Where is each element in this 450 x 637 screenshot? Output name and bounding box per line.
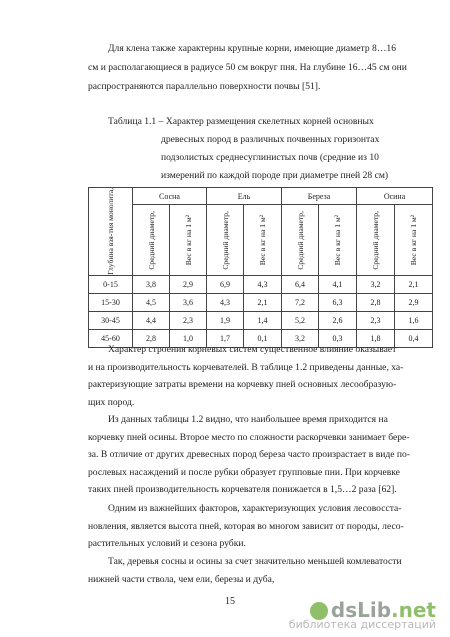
value-cell: 3,6 xyxy=(170,293,207,311)
value-cell: 2,6 xyxy=(319,311,357,329)
paragraph-line: корчевку пней осины. Второе место по сложности раскорчевки занимает бере- xyxy=(88,431,410,443)
intro-line-3: распространяются параллельно поверхности почвы [51]. xyxy=(88,81,321,92)
value-cell: 4,1 xyxy=(319,275,357,293)
value-cell: 6,9 xyxy=(207,275,244,293)
depth-header: Глубина взя-тия монолита, xyxy=(106,188,115,275)
caption-line-1: Таблица 1.1 – Характер размещения скелетных корней основных xyxy=(108,116,374,127)
value-cell: 6,4 xyxy=(282,275,319,293)
value-cell: 6,3 xyxy=(319,293,357,311)
paragraph-line: Характер строения корневых систем существенное влияние оказывает xyxy=(108,344,397,355)
table-subheader-row xyxy=(89,205,433,276)
species-header: Ель xyxy=(207,188,282,205)
watermark-subtitle: библиотека диссертаций xyxy=(288,618,436,631)
logo-main: dsLib xyxy=(330,598,392,622)
value-cell: 4,5 xyxy=(133,293,170,311)
diameter-header-label: Средний диаметр, xyxy=(146,210,156,270)
species-header: Осина xyxy=(357,188,433,205)
paragraph-line: рактеризующие затраты времени на корчевку пней основных лесообразую- xyxy=(88,379,397,391)
value-cell: 0,4 xyxy=(395,329,433,347)
paragraph-line: новления, является высота пней, которая во многом зависит от породы, лесо- xyxy=(88,520,404,532)
weight-header xyxy=(244,205,282,276)
depth-cell: 0-15 xyxy=(89,275,133,293)
value-cell: 3,8 xyxy=(133,275,170,293)
value-cell: 3,2 xyxy=(357,275,395,293)
diameter-header xyxy=(282,205,319,276)
value-cell: 0,1 xyxy=(244,329,282,347)
value-cell: 1,6 xyxy=(395,311,433,329)
value-cell: 1,9 xyxy=(207,311,244,329)
diameter-header xyxy=(207,205,244,276)
value-cell: 1,8 xyxy=(357,329,395,347)
value-cell: 7,2 xyxy=(282,293,319,311)
watermark[interactable] xyxy=(289,598,436,631)
diameter-header-label: Средний диаметр, xyxy=(220,210,230,270)
intro-line-1: Для клена также характерны крупные корни, имеющие диаметр 8…16 xyxy=(108,43,397,54)
depth-cell: 45-60 xyxy=(89,329,133,347)
value-cell: 5,2 xyxy=(282,311,319,329)
value-cell: 2,1 xyxy=(244,293,282,311)
page-number: 15 xyxy=(225,596,235,607)
weight-header xyxy=(319,205,357,276)
value-cell: 1,7 xyxy=(207,329,244,347)
paragraph-line: таких пней производительность корчевателя понижается в 1,5…2 раза [62]. xyxy=(88,484,397,496)
weight-header xyxy=(395,205,433,276)
value-cell: 4,3 xyxy=(207,293,244,311)
weight-header-label: Вес в кг на 1 м² xyxy=(258,214,268,266)
depth-header-cell xyxy=(89,188,133,276)
value-cell: 2,3 xyxy=(357,311,395,329)
paragraph-line: нижней части ствола, чем ели, березы и дуба, xyxy=(88,573,275,585)
table-body xyxy=(89,275,433,347)
diameter-header xyxy=(133,205,170,276)
weight-header-label: Вес в кг на 1 м² xyxy=(183,214,193,266)
value-cell: 4,4 xyxy=(133,311,170,329)
depth-cell: 30-45 xyxy=(89,311,133,329)
paragraph-line: за. В отличие от других древесных пород береза часто произрастает в виде по- xyxy=(88,449,411,461)
caption-line-3: подзолистых среднесуглинистых почв (средние из 10 xyxy=(161,152,379,163)
paragraph-line: щих пород. xyxy=(88,396,135,408)
caption-line-2: древесных пород в различных почвенных горизонтах xyxy=(161,134,380,145)
value-cell: 4,3 xyxy=(244,275,282,293)
table-row xyxy=(89,275,433,293)
value-cell: 2,8 xyxy=(357,293,395,311)
value-cell: 2,9 xyxy=(170,275,207,293)
intro-line-2: см и располагающиеся в радиусе 50 см вокруг пня. На глубине 16…45 см они xyxy=(88,62,407,73)
diameter-header-label: Средний диаметр, xyxy=(371,210,381,270)
species-header: Береза xyxy=(282,188,357,205)
roots-table xyxy=(88,187,433,348)
value-cell: 1,0 xyxy=(170,329,207,347)
table-header-row xyxy=(89,188,433,205)
paragraph-line: Так, деревья сосны и осины за счет значительно меньшей комлеватости xyxy=(108,556,402,567)
weight-header-label: Вес в кг на 1 м² xyxy=(409,214,419,266)
paragraph-line: и на производительность корчевателей. В таблице 1.2 приведены данные, ха- xyxy=(88,361,404,373)
paragraph-line: рослевых насаждений и после рубки образует групповые пни. При корчевке xyxy=(88,466,400,478)
species-header: Сосна xyxy=(133,188,207,205)
diameter-header xyxy=(357,205,395,276)
value-cell: 2,1 xyxy=(395,275,433,293)
weight-header xyxy=(170,205,207,276)
value-cell: 2,3 xyxy=(170,311,207,329)
diameter-header-label: Средний диаметр, xyxy=(295,210,305,270)
value-cell: 2,8 xyxy=(133,329,170,347)
value-cell: 1,4 xyxy=(244,311,282,329)
table-row xyxy=(89,311,433,329)
logo-tld: .net xyxy=(391,598,436,622)
depth-cell: 15-30 xyxy=(89,293,133,311)
weight-header-label: Вес в кг на 1 м² xyxy=(333,214,343,266)
value-cell: 2,9 xyxy=(395,293,433,311)
paragraph-line: растительных условий и сезона рубки. xyxy=(88,538,246,550)
caption-line-4: измерений по каждой породе при диаметре пней 28 см) xyxy=(161,170,389,181)
paragraph-line: Одним из важнейших факторов, характеризующих условия лесовосста- xyxy=(108,503,402,514)
value-cell: 0,3 xyxy=(319,329,357,347)
table-row xyxy=(89,293,433,311)
paragraph-line: Из данных таблицы 1.2 видно, что наибольшее время приходится на xyxy=(108,414,388,425)
value-cell: 3,2 xyxy=(282,329,319,347)
